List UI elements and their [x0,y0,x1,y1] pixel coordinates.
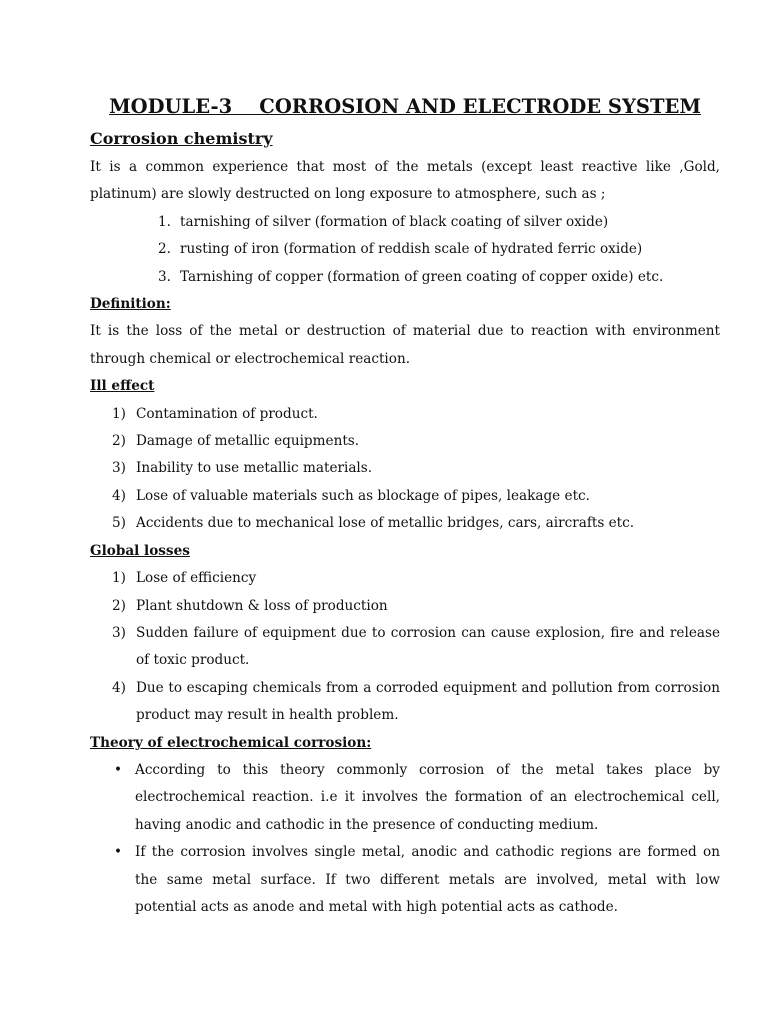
list-text: Accidents due to mechanical lose of metallic bridges, cars, aircrafts etc. [136,515,635,532]
list-text: According to this theory commonly corrosion of the metal takes place by electrochemical reaction. i.e it involves the formation of an electrochemical cell, having anodic and cathodic in the presence of conducting medium. [135,761,720,833]
theory-heading: Theory of electrochemical corrosion: [90,734,372,751]
list-number: 2) [112,433,126,450]
list-text: Inability to use metallic materials. [136,460,373,477]
list-item [112,455,720,482]
list-text: If the corrosion involves single metal, anodic and cathodic regions are formed on the same metal surface. If two different metals are involved, metal with low potential acts as anode and metal with high potential acts as cathode. [135,844,720,915]
list-text: tarnishing of silver (formation of black coating of silver oxide) [180,213,609,230]
list-item [158,264,720,291]
list-text: Contamination of product. [136,405,318,422]
global-losses-heading: Global losses [90,542,190,559]
list-text: rusting of iron (formation of reddish scale of hydrated ferric oxide) [180,241,643,258]
list-number: 3) [112,624,126,641]
list-text: Plant shutdown & loss of production [136,597,388,614]
list-item [114,757,720,839]
intro-paragraph: It is a common experience that most of the metals (except least reactive like ,Gold, platinum) are slowly destructed on long exposure to atmosphere, such as ; [90,159,720,203]
list-number: 1) [112,570,126,587]
examples-list [90,209,720,291]
global-losses-list [90,565,720,729]
list-number: 5) [112,515,126,532]
list-item [112,483,720,510]
list-number: 2. [158,241,171,258]
list-text: Damage of metallic equipments. [136,433,360,450]
list-item [112,510,720,537]
ill-effect-heading: Ill effect [90,378,155,395]
list-number: 3) [112,460,126,477]
definition-paragraph: It is the loss of the metal or destruction of material due to reaction with environment through chemical or electrochemical reaction. [90,323,720,367]
list-text: Due to escaping chemicals from a corroded equipment and pollution from corrosion product may result in health problem. [136,679,720,724]
list-number: 2) [112,597,126,614]
bullet-icon: • [114,844,123,861]
list-text: Lose of valuable materials such as blockage of pipes, leakage etc. [136,487,590,504]
list-item [112,593,720,620]
list-number: 4) [112,679,126,696]
list-number: 1) [112,405,126,422]
list-text: Lose of efficiency [136,570,257,587]
definition-heading: Definition: [90,296,171,313]
section-title: Corrosion chemistry [90,129,273,148]
list-item [158,236,720,263]
list-number: 4) [112,487,126,504]
ill-effect-list [90,401,720,538]
list-item [158,209,720,236]
list-item [112,620,720,675]
list-item [112,401,720,428]
bullet-icon: • [114,761,123,778]
theory-list [90,757,720,921]
list-text: Tarnishing of copper (formation of green coating of copper oxide) etc. [180,268,664,285]
list-item [112,565,720,592]
list-number: 1. [158,213,171,230]
list-item [112,428,720,455]
document-title: MODULE-3 CORROSION AND ELECTRODE SYSTEM [109,95,701,118]
list-item [112,675,720,730]
list-item [114,839,720,921]
list-text: Sudden failure of equipment due to corrosion can cause explosion, fire and release of toxic product. [136,624,720,669]
list-number: 3. [158,268,171,285]
